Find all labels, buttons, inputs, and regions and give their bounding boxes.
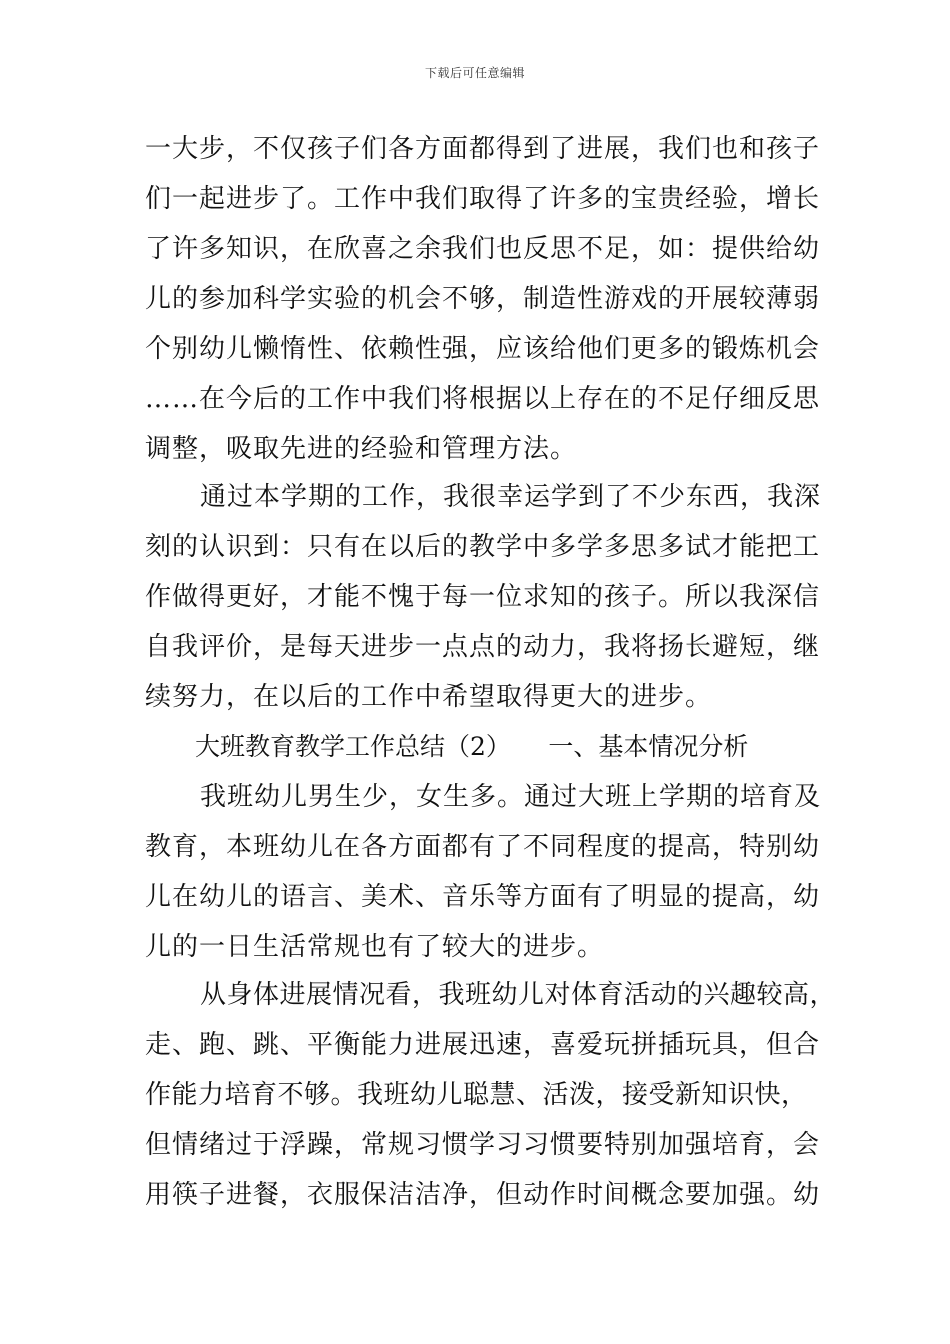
text-line: 一大步，不仅孩子们各方面都得到了进展，我们也和孩子 bbox=[145, 134, 821, 164]
page-header: 下载后可任意编辑 bbox=[424, 66, 525, 80]
text-line: 续努力，在以后的工作中希望取得更大的进步。 bbox=[145, 682, 713, 712]
text-line: 通过本学期的工作，我很幸运学到了不少东西，我深 bbox=[200, 482, 822, 512]
text-line: 们一起进步了。工作中我们取得了许多的宝贵经验，增长 bbox=[145, 184, 821, 214]
text-line: 走、跑、跳、平衡能力进展迅速，喜爱玩拼插玩具，但合 bbox=[145, 1030, 821, 1060]
text-line: 自我评价，是每天进步一点点的动力，我将扬长避短，继 bbox=[145, 632, 821, 662]
text-line: 儿的参加科学实验的机会不够，制造性游戏的开展较薄弱 bbox=[145, 284, 821, 314]
section-heading: 大班教育教学工作总结（2） 一、基本情况分析 bbox=[195, 732, 749, 761]
text-line: 了许多知识，在欣喜之余我们也反思不足，如：提供给幼 bbox=[145, 234, 821, 264]
text-line: 儿在幼儿的语言、美术、音乐等方面有了明显的提高，幼 bbox=[145, 882, 821, 912]
text-line: 用筷子进餐，衣服保洁洁净，但动作时间概念要加强。幼 bbox=[145, 1180, 821, 1210]
text-line: 调整，吸取先进的经验和管理方法。 bbox=[145, 434, 578, 464]
text-line: 但情绪过于浮躁，常规习惯学习习惯要特别加强培育，会 bbox=[145, 1130, 821, 1160]
text-line: 儿的一日生活常规也有了较大的进步。 bbox=[145, 932, 605, 962]
text-line: 个别幼儿懒惰性、依赖性强，应该给他们更多的锻炼机会 bbox=[145, 334, 821, 364]
text-line: 从身体进展情况看，我班幼儿对体育活动的兴趣较高， bbox=[200, 980, 837, 1010]
text-line: 刻的认识到：只有在以后的教学中多学多思多试才能把工 bbox=[145, 532, 821, 562]
text-line: 我班幼儿男生少，女生多。通过大班上学期的培育及 bbox=[200, 782, 822, 812]
text-line: 作能力培育不够。我班幼儿聪慧、活泼，接受新知识快， bbox=[145, 1080, 808, 1110]
text-line: 作做得更好，才能不愧于每一位求知的孩子。所以我深信 bbox=[145, 582, 821, 612]
text-line: 教育，本班幼儿在各方面都有了不同程度的提高，特别幼 bbox=[145, 832, 821, 862]
text-line: ……在今后的工作中我们将根据以上存在的不足仔细反思 bbox=[145, 384, 821, 414]
